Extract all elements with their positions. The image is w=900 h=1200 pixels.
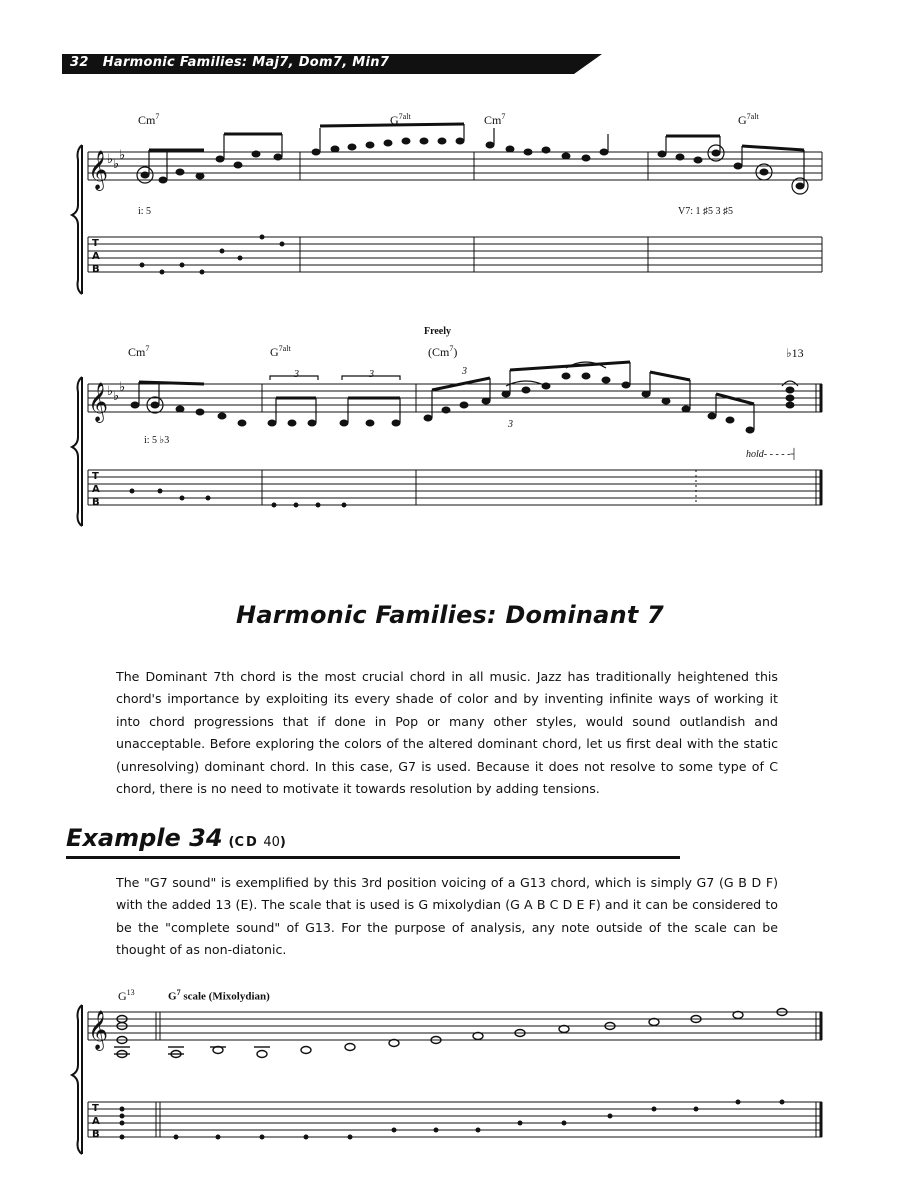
flat-icon: ♭	[113, 157, 120, 172]
staff-2	[88, 384, 822, 412]
running-title: Harmonic Families: Maj7, Dom7, Min7	[102, 55, 390, 70]
tab-1	[88, 237, 822, 272]
flat-icon: ♭	[119, 148, 126, 163]
tab-clef-icon	[92, 238, 100, 1140]
svg-text:T: T	[92, 238, 99, 249]
header-text	[70, 55, 389, 70]
heading-rule	[66, 856, 680, 859]
chord-symbol: $G^{7alt}$	[270, 344, 291, 359]
page-number: 32	[70, 55, 89, 70]
chord-symbol: (Cm$^7$)	[428, 344, 458, 359]
chord-symbol: Cm$^7$	[128, 344, 150, 359]
section-title: Harmonic Families: Dominant 7	[236, 601, 664, 629]
triplet-mark: 3	[462, 366, 467, 377]
svg-text:A: A	[92, 251, 100, 262]
chord-symbol: $G^{7alt}$	[390, 112, 411, 127]
triplet-mark: 3	[294, 369, 299, 380]
chord-symbol: $G^{13}$	[118, 988, 135, 1003]
example-title: Example 34	[66, 824, 223, 852]
flat-icon: ♭	[107, 384, 114, 399]
chord-symbol: Cm$^7$	[484, 112, 506, 127]
notes-system-1	[137, 124, 808, 194]
staff-3	[88, 1012, 822, 1040]
treble-clef-icon: 𝄞	[88, 150, 109, 190]
svg-text:T: T	[92, 471, 99, 482]
svg-text:B: B	[92, 1129, 100, 1140]
cd-track: (CD 40)	[228, 835, 286, 850]
hold-marking: hold- - - - -┤	[746, 449, 798, 460]
tab-3	[88, 1102, 822, 1137]
svg-text:A: A	[92, 484, 100, 495]
flat-icon: ♭	[107, 152, 114, 167]
scale-label: $G^7$ scale (Mixolydian)	[168, 988, 270, 1003]
svg-text:B: B	[92, 497, 100, 508]
triplet-mark: 3	[369, 369, 374, 380]
body-paragraph: The "G7 sound" is exemplified by this 3rd position voicing of a G13 chord, which is simply G7 (G B D F) with the added 13 (E). The scale that is used is G mixolydian (G A B C D E F) and it can be considered to be the "complete sound" of G13. For the purpose of analysis, any note outside of the scale can be thought of as non-diatonic.	[116, 875, 778, 958]
tempo-marking: Freely	[424, 326, 452, 337]
svg-text:B: B	[92, 264, 100, 275]
notes-system-3	[114, 1009, 787, 1058]
flat-icon: ♭	[113, 389, 120, 404]
roman-analysis: i: 5	[138, 206, 152, 217]
chord-symbol: ♭13	[786, 346, 804, 360]
triplet-mark: 3	[508, 419, 513, 430]
roman-analysis: V7: 1 ♯5 3 ♯5	[678, 206, 733, 217]
svg-text:T: T	[92, 1103, 99, 1114]
treble-clef-icon: 𝄞	[88, 382, 109, 422]
roman-analysis: i: 5 ♭3	[144, 435, 170, 446]
staff-1	[88, 152, 822, 180]
example-heading	[66, 824, 286, 852]
chord-symbol: Cm$^7$	[138, 112, 160, 127]
body-paragraph: The Dominant 7th chord is the most crucial chord in all music. Jazz has traditionally heightened this chord's importance by exploiting its every shade of color and by inventing infinite ways of working it into chord progressions that if done in Pop or many other styles, would sound outlandish and unacceptable. Before exploring the colors of the altered dominant chord, let us first deal with the static (unresolving) dominant chord. In this case, G7 is used. Because it does not resolve to some type of C chord, there is no need to motivate it towards resolution by adding tensions.	[116, 669, 778, 797]
running-header	[62, 54, 602, 74]
svg-text:A: A	[92, 1116, 100, 1127]
chord-symbol: $G^{7alt}$	[738, 112, 759, 127]
treble-clef-icon: 𝄞	[88, 1010, 109, 1050]
flat-icon: ♭	[119, 380, 126, 395]
tab-2	[88, 470, 822, 505]
